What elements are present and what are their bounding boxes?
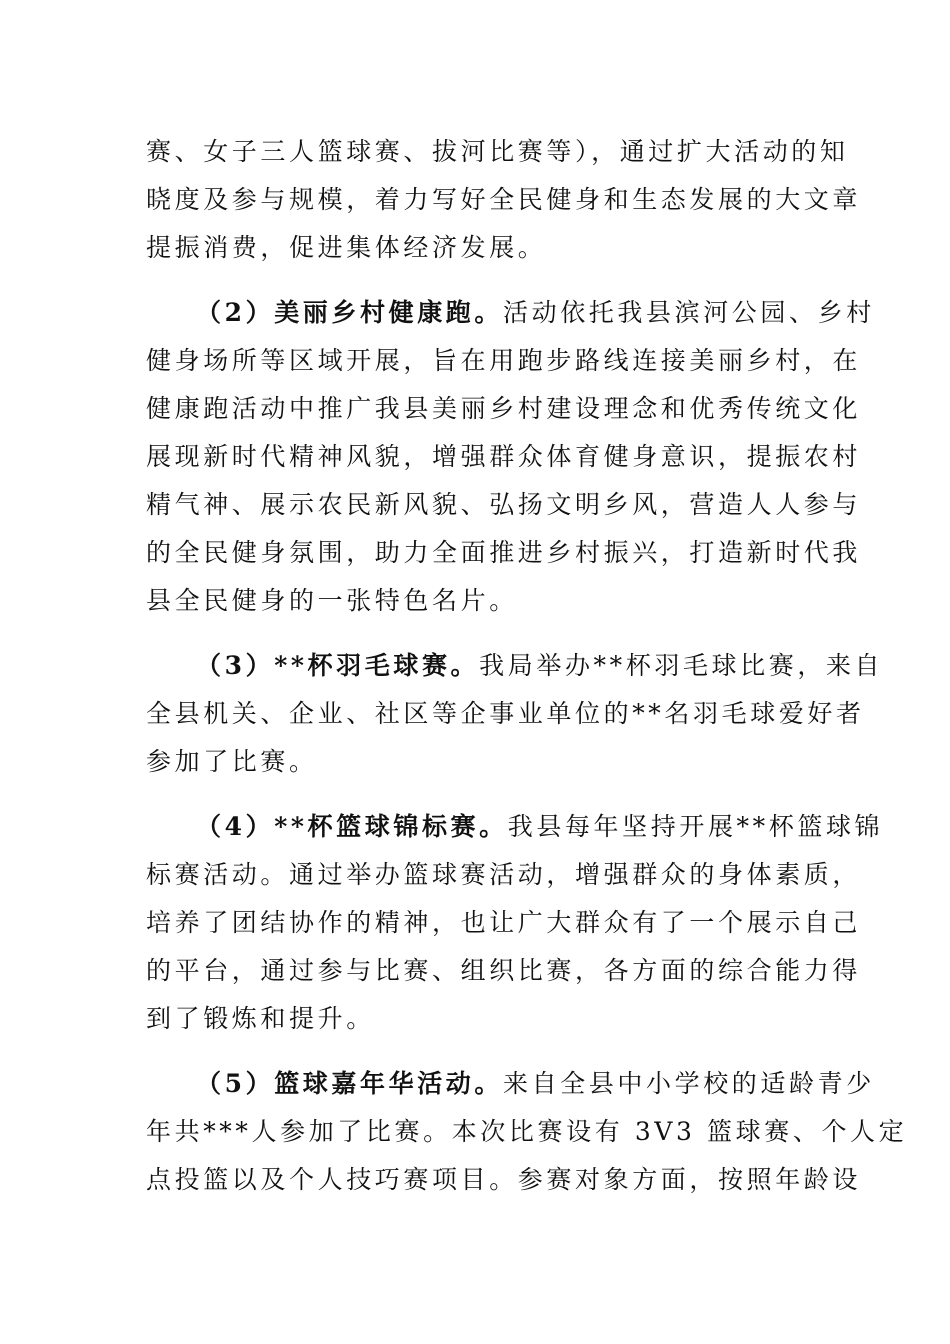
text-line: 赛、女子三人篮球赛、拔河比赛等），通过扩大活动的知 xyxy=(146,137,849,166)
text-line: 参加了比赛。 xyxy=(146,747,318,776)
paragraph-heading: （5）篮球嘉年华活动。 xyxy=(196,1069,503,1098)
text-run: 我局举办**杯羽毛球比赛，来自 xyxy=(479,651,884,680)
document-body xyxy=(146,128,908,1221)
paragraph-first-line xyxy=(146,289,875,337)
text-line: 年共***人参加了比赛。本次比赛设有 3V3 篮球赛、个人定 xyxy=(146,1117,908,1146)
text-line: 点投篮以及个人技巧赛项目。参赛对象方面，按照年龄设 xyxy=(146,1165,862,1194)
paragraph-4 xyxy=(146,803,884,1043)
text-line: 精气神、展示农民新风貌、弘扬文明乡风，营造人人参与 xyxy=(146,490,862,519)
paragraph-heading: （3）**杯羽毛球赛。 xyxy=(196,651,480,680)
paragraph-5 xyxy=(146,1060,908,1204)
paragraph-3 xyxy=(146,642,884,786)
text-run: 来自全县中小学校的适龄青少 xyxy=(503,1069,875,1098)
text-line: 全县机关、企业、社区等企事业单位的**名羽毛球爱好者 xyxy=(146,699,865,728)
text-line: 标赛活动。通过举办篮球赛活动，增强群众的身体素质， xyxy=(146,860,862,889)
paragraph-1 xyxy=(146,128,862,272)
paragraph-2 xyxy=(146,289,875,625)
text-run: 活动依托我县滨河公园、乡村 xyxy=(503,298,875,327)
text-run: 我县每年坚持开展**杯篮球锦 xyxy=(507,812,884,841)
text-line: 的全民健身氛围，助力全面推进乡村振兴，打造新时代我 xyxy=(146,538,862,567)
paragraph-first-line xyxy=(146,642,884,690)
text-line: 健身场所等区域开展，旨在用跑步路线连接美丽乡村，在 xyxy=(146,346,862,375)
text-line: 的平台，通过参与比赛、组织比赛，各方面的综合能力得 xyxy=(146,956,862,985)
text-line: 到了锻炼和提升。 xyxy=(146,1004,375,1033)
text-line: 晓度及参与规模，着力写好全民健身和生态发展的大文章 xyxy=(146,185,862,214)
paragraph-heading: （4）**杯篮球锦标赛。 xyxy=(196,812,508,841)
text-line: 提振消费，促进集体经济发展。 xyxy=(146,233,547,262)
paragraph-heading: （2）美丽乡村健康跑。 xyxy=(196,298,503,327)
paragraph-first-line xyxy=(146,1060,875,1108)
text-line: 展现新时代精神风貌，增强群众体育健身意识，提振农村 xyxy=(146,442,862,471)
text-line: 健康跑活动中推广我县美丽乡村建设理念和优秀传统文化 xyxy=(146,394,862,423)
paragraph-first-line xyxy=(146,803,884,851)
text-line: 培养了团结协作的精神，也让广大群众有了一个展示自己 xyxy=(146,908,862,937)
text-line: 县全民健身的一张特色名片。 xyxy=(146,586,518,615)
